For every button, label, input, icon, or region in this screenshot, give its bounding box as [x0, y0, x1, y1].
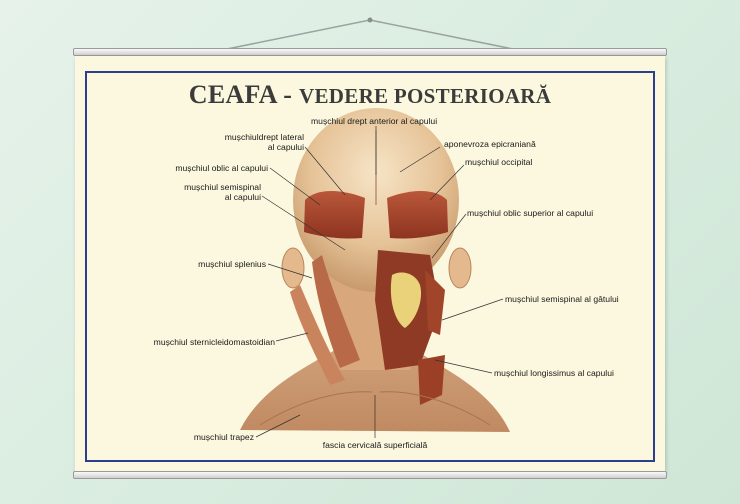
label-fascia: fascia cervicală superficială	[322, 440, 428, 450]
label-occipital: mușchiul occipital	[465, 157, 533, 167]
label-semispinal-line1: mușchiul semispinal	[184, 182, 261, 192]
label-semispinal-gat: mușchiul semispinal al gâtului	[505, 294, 619, 304]
label-sternocleidomastoidian: mușchiul sternicleidomastoidian	[153, 337, 275, 347]
label-aponevroza: aponevroza epicraniană	[444, 139, 536, 149]
label-splenius: mușchiul splenius	[198, 259, 266, 269]
label-drept-lateral-line2: al capului	[267, 142, 304, 152]
label-semispinal-line2: al capului	[224, 192, 261, 202]
label-drept-lateral-line1: mușchiuldrept lateral	[224, 132, 304, 142]
label-longissimus: mușchiul longissimus al capului	[494, 368, 614, 378]
label-oblic-superior: mușchiul oblic superior al capului	[467, 208, 594, 218]
label-oblic: mușchiul oblic al capului	[175, 163, 268, 173]
label-drept-anterior: mușchiul drept anterior al capului	[311, 116, 438, 126]
title-rest: VEDERE POSTERIOARĂ	[299, 84, 552, 108]
title-main: CEAFA -	[188, 80, 293, 109]
label-trapez: mușchiul trapez	[193, 432, 254, 442]
